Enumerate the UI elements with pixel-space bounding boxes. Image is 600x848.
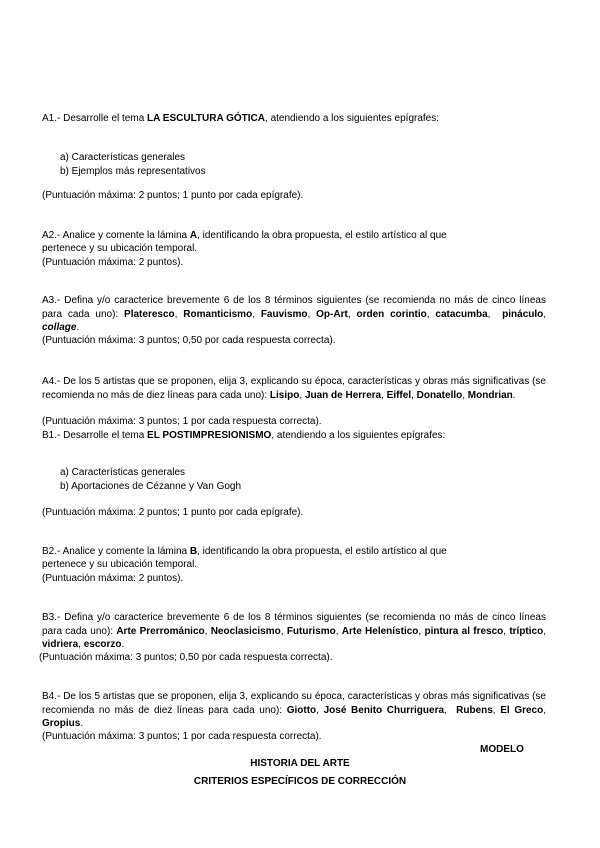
a3-term: Romanticismo — [183, 308, 253, 320]
question-b2-line1: B2.- Analice y comente la lámina B, identificando la obra propuesta, el estilo artístico al que — [42, 546, 447, 557]
b4-score: (Puntuación máxima: 3 puntos; 1 por cada respuesta correcta). — [42, 731, 322, 742]
question-a2-line2: pertenece y su ubicación temporal. — [42, 243, 198, 254]
a3-term: collage — [42, 322, 77, 333]
b3-score: (Puntuación máxima: 3 puntos; 0,50 por cada respuesta correcta). — [39, 652, 333, 663]
b3-term: Arte Helenístico — [341, 625, 419, 637]
b4-artist: Giotto — [286, 704, 317, 716]
a3-term: Fauvismo — [260, 308, 308, 320]
a4-artist: Mondrian — [467, 389, 513, 401]
modelo-label: MODELO — [480, 744, 524, 755]
a2-score: (Puntuación máxima: 2 puntos). — [42, 257, 184, 268]
a3-score: (Puntuación máxima: 3 puntos; 0,50 por cada respuesta correcta). — [42, 335, 336, 346]
b4-artist: Gropius — [42, 718, 81, 729]
b4-artist: José Benito Churriguera — [323, 704, 445, 716]
b2-plate: B — [189, 546, 198, 557]
b3-term: Arte Prerrománico — [116, 625, 205, 637]
b4-artist: El Greco — [500, 704, 544, 716]
a3-term: pináculo — [502, 308, 544, 320]
a1-item-a: a) Características generales — [60, 152, 186, 163]
b3-term: pintura al fresco — [424, 625, 504, 637]
a3-term: Plateresco — [124, 308, 175, 320]
b1-item-b: b) Aportaciones de Cézanne y Van Gogh — [60, 481, 242, 492]
a4-artist: Juan de Herrera — [304, 389, 382, 401]
criteria-title: CRITERIOS ESPECÍFICOS DE CORRECCIÓN — [193, 776, 407, 787]
b4-artist: Rubens — [456, 704, 493, 716]
a2-plate: A — [189, 230, 198, 241]
b2-score: (Puntuación máxima: 2 puntos). — [42, 573, 184, 584]
a3-term: catacumba — [435, 308, 488, 320]
b1-item-a: a) Características generales — [60, 467, 186, 478]
b3-term: escorzo — [83, 639, 122, 650]
a3-term: orden corintio — [356, 308, 427, 320]
question-b2-line2: pertenece y su ubicación temporal. — [42, 559, 198, 570]
a4-artist: Donatello — [416, 389, 463, 401]
a4-score: (Puntuación máxima: 3 puntos; 1 por cada respuesta correcta). — [42, 416, 322, 427]
question-a3: A3.- Defina y/o caracterice brevemente 6 de los 8 términos siguientes (se recomienda no más de cinco líneas para cada uno): Plateresco, Romanticismo, Fauvismo, Op-Art, orden corintio, catacumba, pináculo, collage. — [42, 295, 547, 333]
b3-term: vidriera — [42, 639, 79, 650]
a4-artist: Lisipo — [269, 389, 300, 401]
b3-term: tríptico — [509, 625, 544, 637]
b1-score: (Puntuación máxima: 2 puntos; 1 punto por cada epígrafe). — [42, 507, 304, 518]
question-a2-line1: A2.- Analice y comente la lámina A, identificando la obra propuesta, el estilo artístico al que — [42, 230, 447, 241]
question-b3: B3.- Defina y/o caracterice brevemente 6 de los 8 términos siguientes (se recomienda no más de cinco líneas para cada uno): Arte Prerrománico, Neoclasicismo, Futurismo, Arte Helenístico, pintura al fresco, tríptico, vidriera, escorzo. — [42, 612, 546, 650]
a1-topic: LA ESCULTURA GÓTICA — [147, 113, 266, 124]
b1-topic: EL POSTIMPRESIONISMO — [147, 430, 272, 441]
question-b4: B4.- De los 5 artistas que se proponen, elija 3, explicando su época, características y obras más significativas (se recomienda no más de diez líneas para cada uno): Giotto, José Benito Churriguera, Rubens, El Greco, Gropius. — [42, 691, 547, 729]
question-a4: A4.- De los 5 artistas que se proponen, elija 3, explicando su época, características y obras más significativas (se recomienda no más de diez líneas para cada uno): Lisipo, Juan de Herrera, Eiffel, Donatello, Mondrian. — [42, 376, 546, 401]
a1-item-b: b) Ejemplos más representativos — [60, 166, 206, 177]
question-b1-intro: B1.- Desarrolle el tema EL POSTIMPRESIONISMO, atendiendo a los siguientes epígrafes: — [42, 430, 446, 441]
a3-term: Op-Art — [316, 308, 348, 320]
subject-title: HISTORIA DEL ARTE — [250, 758, 350, 769]
b3-term: Futurismo — [286, 625, 336, 637]
a4-artist: Eiffel — [386, 389, 412, 401]
a1-score: (Puntuación máxima: 2 puntos; 1 punto por cada epígrafe). — [42, 190, 304, 201]
b3-term: Neoclasicismo — [210, 625, 281, 637]
question-a1-intro: A1.- Desarrolle el tema LA ESCULTURA GÓTICA, atendiendo a los siguientes epígrafes: — [42, 113, 440, 124]
